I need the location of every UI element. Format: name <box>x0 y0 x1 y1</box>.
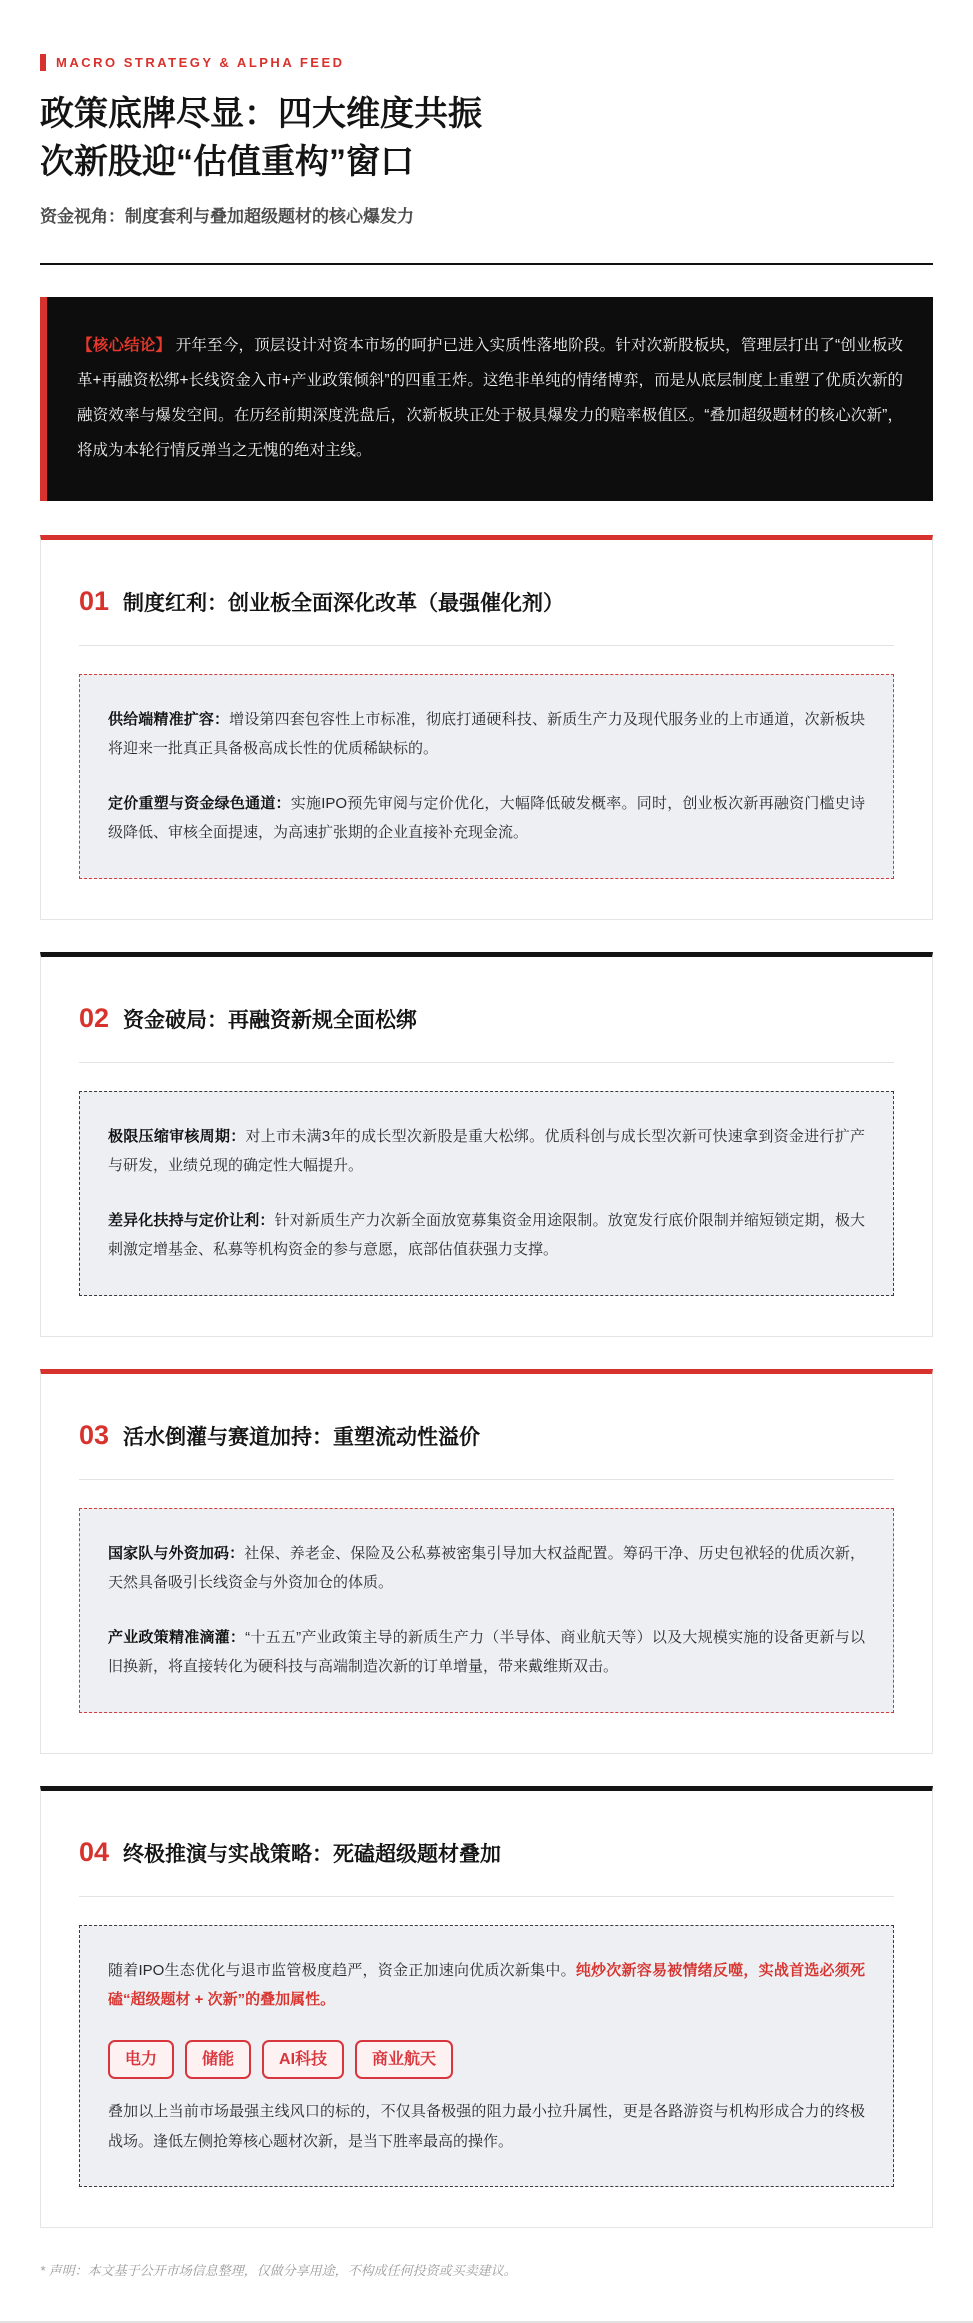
paragraph-lead: 定价重塑与资金绿色通道： <box>108 795 291 813</box>
header-divider <box>40 263 933 265</box>
intro-text: 随着IPO生态优化与退市监管极度趋严，资金正加速向优质次新集中。 <box>108 1961 576 1979</box>
section-number: 04 <box>79 1836 110 1867</box>
disclaimer-text: * 声明：本文基于公开市场信息整理，仅做分享用途，不构成任何投资或买卖建议。 <box>40 2262 517 2278</box>
eyebrow-label: MACRO STRATEGY & ALPHA FEED <box>56 55 345 70</box>
section-card-04 <box>40 1786 933 2228</box>
panel-intro-paragraph <box>108 1956 865 2015</box>
panel-paragraph <box>108 1539 865 1598</box>
paragraph-lead: 国家队与外资加码： <box>108 1544 245 1562</box>
core-summary-box <box>40 297 933 501</box>
eyebrow-accent-bar <box>40 54 46 71</box>
section-card-list <box>40 535 933 2228</box>
paragraph-text: 对上市未满3年的成长型次新股是重大松绑。优质科创与成长型次新可快速拿到资金进行扩产与研发，业绩兑现的确定性大幅提升。 <box>108 1127 865 1174</box>
panel-paragraph <box>108 705 865 764</box>
theme-tag-ai: AI科技 <box>262 2040 344 2079</box>
panel-paragraph <box>108 1623 865 1682</box>
paragraph-lead: 产业政策精准滴灌： <box>108 1629 246 1647</box>
section-card-01 <box>40 535 933 920</box>
section-panel <box>79 1508 894 1713</box>
section-heading-divider <box>79 1062 894 1063</box>
section-panel <box>79 1091 894 1296</box>
page-title-line2: 次新股迎“估值重构”窗口 <box>40 142 414 181</box>
theme-tag-storage: 储能 <box>185 2040 251 2079</box>
panel-paragraph <box>108 789 865 848</box>
section-title: 终极推演与实战策略：死磕超级题材叠加 <box>123 1842 502 1866</box>
content-column <box>40 54 933 2279</box>
section-panel <box>79 1925 894 2187</box>
section-heading <box>79 1003 894 1034</box>
section-heading <box>79 1420 894 1451</box>
paragraph-text: “十五五”产业政策主导的新质生产力（半导体、商业航天等）以及大规模实施的设备更新与以旧换新，将直接转化为硬科技与高端制造次新的订单增量，带来戴维斯双击。 <box>108 1629 865 1676</box>
section-title: 制度红利：创业板全面深化改革（最强催化剂） <box>123 591 565 615</box>
paragraph-lead: 差异化扶持与定价让利： <box>108 1212 275 1230</box>
section-card-02 <box>40 952 933 1337</box>
section-heading <box>79 1837 894 1868</box>
section-heading <box>79 586 894 617</box>
core-summary-label: 【核心结论】 <box>77 337 172 355</box>
paragraph-lead: 极限压缩审核周期： <box>108 1127 246 1145</box>
paragraph-text: 针对新质生产力次新全面放宽募集资金用途限制。放宽发行底价限制并缩短锁定期，极大刺激定增基金、私募等机构资金的参与意愿，底部估值获强力支撑。 <box>108 1212 865 1259</box>
section-number: 01 <box>79 585 110 616</box>
page-title <box>40 91 933 186</box>
section-card-03 <box>40 1369 933 1754</box>
intro-highlight-text: 纯炒次新容易被情绪反噬，实战首选必须死磕“超级题材 + 次新”的叠加属性。 <box>108 1961 865 2008</box>
panel-paragraph <box>108 1206 865 1265</box>
paragraph-text: 增设第四套包容性上市标准，彻底打通硬科技、新质生产力及现代服务业的上市通道，次新板块将迎来一批真正具备极高成长性的优质稀缺标的。 <box>108 710 865 757</box>
section-title: 资金破局：再融资新规全面松绑 <box>123 1008 418 1032</box>
paragraph-text: 社保、养老金、保险及公私募被密集引导加大权益配置。筹码干净、历史包袱轻的优质次新，天然具备吸引长线资金与外资加仓的体质。 <box>108 1544 865 1591</box>
section-title: 活水倒灌与赛道加持：重塑流动性溢价 <box>123 1425 481 1449</box>
paragraph-lead: 供给端精准扩容： <box>108 710 230 728</box>
page-title-line1: 政策底牌尽显：四大维度共振 <box>40 95 482 133</box>
core-summary-text: 开年至今，顶层设计对资本市场的呵护已进入实质性落地阶段。针对次新股板块，管理层打出了“创业板改革+再融资松绑+长线资金入市+产业政策倾斜”的四重王炸。这绝非单纯的情绪博弈，而是从底层制度上重塑了优质次新的融资效率与爆发空间。在历经前期深度洗盘后，次新板块正处于极具爆发力的赔率极值区。“叠加超级题材的核心次新”，将成为本轮行情反弹当之无愧的绝对主线。 <box>77 337 903 459</box>
section-panel <box>79 674 894 879</box>
section-number: 03 <box>79 1419 110 1450</box>
paragraph-text: 实施IPO预先审阅与定价优化，大幅降低破发概率。同时，创业板次新再融资门槛史诗级降低、审核全面提速，为高速扩张期的企业直接补充现金流。 <box>108 795 865 842</box>
section-heading-divider <box>79 1479 894 1480</box>
panel-paragraph <box>108 1122 865 1181</box>
theme-tag-aerospace: 商业航天 <box>355 2040 453 2079</box>
page-subtitle: 资金视角：制度套利与叠加超级题材的核心爆发力 <box>40 207 414 227</box>
section-heading-divider <box>79 1896 894 1897</box>
panel-outro-paragraph: 叠加以上当前市场最强主线风口的标的，不仅具备极强的阻力最小拉升属性，更是各路游资与机构形成合力的终极战场。逢低左侧抢筹核心题材次新，是当下胜率最高的操作。 <box>108 2103 865 2150</box>
section-number: 02 <box>79 1002 110 1033</box>
theme-tag-power: 电力 <box>108 2040 174 2079</box>
theme-tag-row <box>108 2040 865 2079</box>
eyebrow <box>40 54 933 71</box>
section-heading-divider <box>79 645 894 646</box>
